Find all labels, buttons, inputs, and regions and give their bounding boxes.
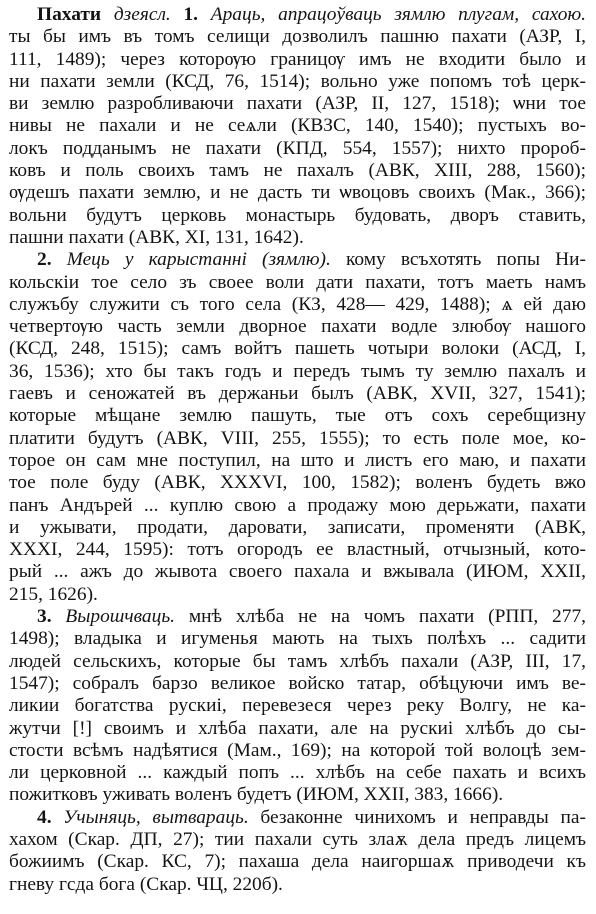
text-line: гневу гсда бога (Скар. ЧЦ, 220б). [9,873,283,895]
headword: Пахати [37,4,102,25]
sense-3-first-line [9,606,586,628]
text-line: нивы не пахали и не сеѧли (КВЗС, 140, 1540); пустыхъ во- [9,115,586,137]
sense-text-start: безаконне чинихомъ и неправды па- [260,806,586,828]
text-line: рый ... ажъ до жывота своего пахала и вжывала (ИЮМ, XXII, [9,561,586,583]
text-line: 36, 1536); хто бы такъ годъ и передъ тымъ ту землю пахалъ и [9,360,586,382]
text-line: XXXI, 244, 1595): тотъ огородъ ее властный, отчызный, кото- [9,539,586,561]
text-line: гаевъ и сеножатей въ держаньи былъ (АВК, XVII, 327, 1541); [9,383,586,405]
text-line: платити будутъ (АВК, VIII, 255, 1555); то есть поле мое, ко- [9,427,586,449]
text-line: ликии богатства рускиі, перевезеся через реку Волгу, не ка- [9,695,586,717]
text-line: которые мѣщане землю пашуть, тые отъ сохъ серебщизну [9,405,586,427]
sense-number: 2. [37,249,52,271]
text-line: 215, 1626). [9,583,98,605]
text-line: стости всѣмъ надѣятися (Мам., 169); на которой той волоцѣ зем- [9,739,586,761]
text-line: ѹдешъ пахати землю, и не дасть ти ѡвоцовъ своихъ (Мак., 366); [9,182,586,204]
sense-number: 3. [37,606,52,628]
sense-number: 4. [37,806,52,828]
text-line: пожитковъ уживать воленъ будетъ (ИЮМ, XXII, 383, 1666). [9,784,504,806]
text-line: ви землю разробливаючи пахати (АЗР, II, 127, 1518); ѡни тое [9,93,586,115]
sense-1-first-line [9,4,586,26]
text-line: ковъ и поль своихъ тамъ не пахалъ (АВК, XIII, 288, 1560); [9,160,586,182]
text-line: жутчи [!] своимъ и хлѣба пахати, але на рускиі хлѣбъ до сы- [9,717,586,739]
text-line: (КСД, 248, 1515); самъ войтъ пашеть чотыри волоки (АСД, I, [9,338,586,360]
text-line: панъ Андърей ... куплю свою а продажу мою дерьжати, пахати [9,494,586,516]
text-line: вольни будутъ церковь монастырь будовать, дворъ ставить, [9,204,586,226]
text-line: 1498); владыка и игуменья мають на тыхъ полѣхъ ... садити [9,628,586,650]
text-line: людей сельскихъ, которые бы тамъ хлѣбъ пахали (АЗР, III, 17, [9,650,586,672]
sense-number: 1. [183,4,199,25]
sense-gloss: Вырошчваць. [65,606,175,628]
text-line: божиимъ (Скар. КС, 7); пахаша дела наигоршаѫ приводечи къ [9,851,586,873]
sense-4 [9,807,586,896]
sense-gloss: Мець у карыстанні (зямлю). [66,249,331,271]
text-line: локъ подданымъ не пахати (КПД, 554, 1557); нихто пророб- [9,137,586,159]
sense-3 [9,606,586,807]
text-line: пашни пахати (АВК, XI, 131, 1642). [9,226,304,248]
text-line: служъбу служити съ того села (КЗ, 428— 429, 1488); ѧ ей даю [9,293,586,315]
text-line: кольскіи тое село зъ своее воли дати пахати, тотъ маеть намъ [9,271,586,293]
text-line: и ужывати, продати, даровати, записати, променяти (АВК, [9,516,586,538]
sense-4-first-line [9,807,586,829]
text-line: хахом (Скар. ДП, 27); тии пахали суть злаѫ дела предъ лицемъ [9,828,586,850]
sense-gloss: Араць, апрацоўваць зямлю плугам, сахою. [210,4,586,25]
text-line: ни пахати земли (КСД, 76, 1514); вольно уже попомъ тоѣ церк- [9,70,586,92]
text-line: четвертѹю часть земли дворное пахати водле злюбѹ нашого [9,316,586,338]
sense-text-start: мнѣ хлѣба не на чомъ пахати (РПП, 277, [188,606,586,628]
sense-gloss: Учыняць, вытвараць. [63,806,249,828]
text-line: ты бы имъ въ томъ селищи дозволилъ пашню пахати (АЗР, I, [9,26,586,48]
sense-1 [9,4,586,249]
text-line: 1547); собралъ барзо великое войско татар, обѣцуючи имъ ве- [9,672,586,694]
sense-2 [9,249,586,606]
text-line: ли церковной ... каждый попъ ... хлѣбъ на себе пахать и всихъ [9,762,586,784]
sense-2-first-line [9,249,586,271]
part-of-speech: дзеясл. [113,4,171,25]
text-line: 111, 1489); через которѹю границѹ имъ не входити было и [9,48,586,70]
sense-text-start: кому всъхотять попы Ни- [345,249,586,271]
text-line: торое он сам мне поступил, на што и листъ его маю, и пахати [9,449,586,471]
text-line: тое поле будy (АВК, XXXVI, 100, 1582); воленъ будеть вжо [9,472,586,494]
